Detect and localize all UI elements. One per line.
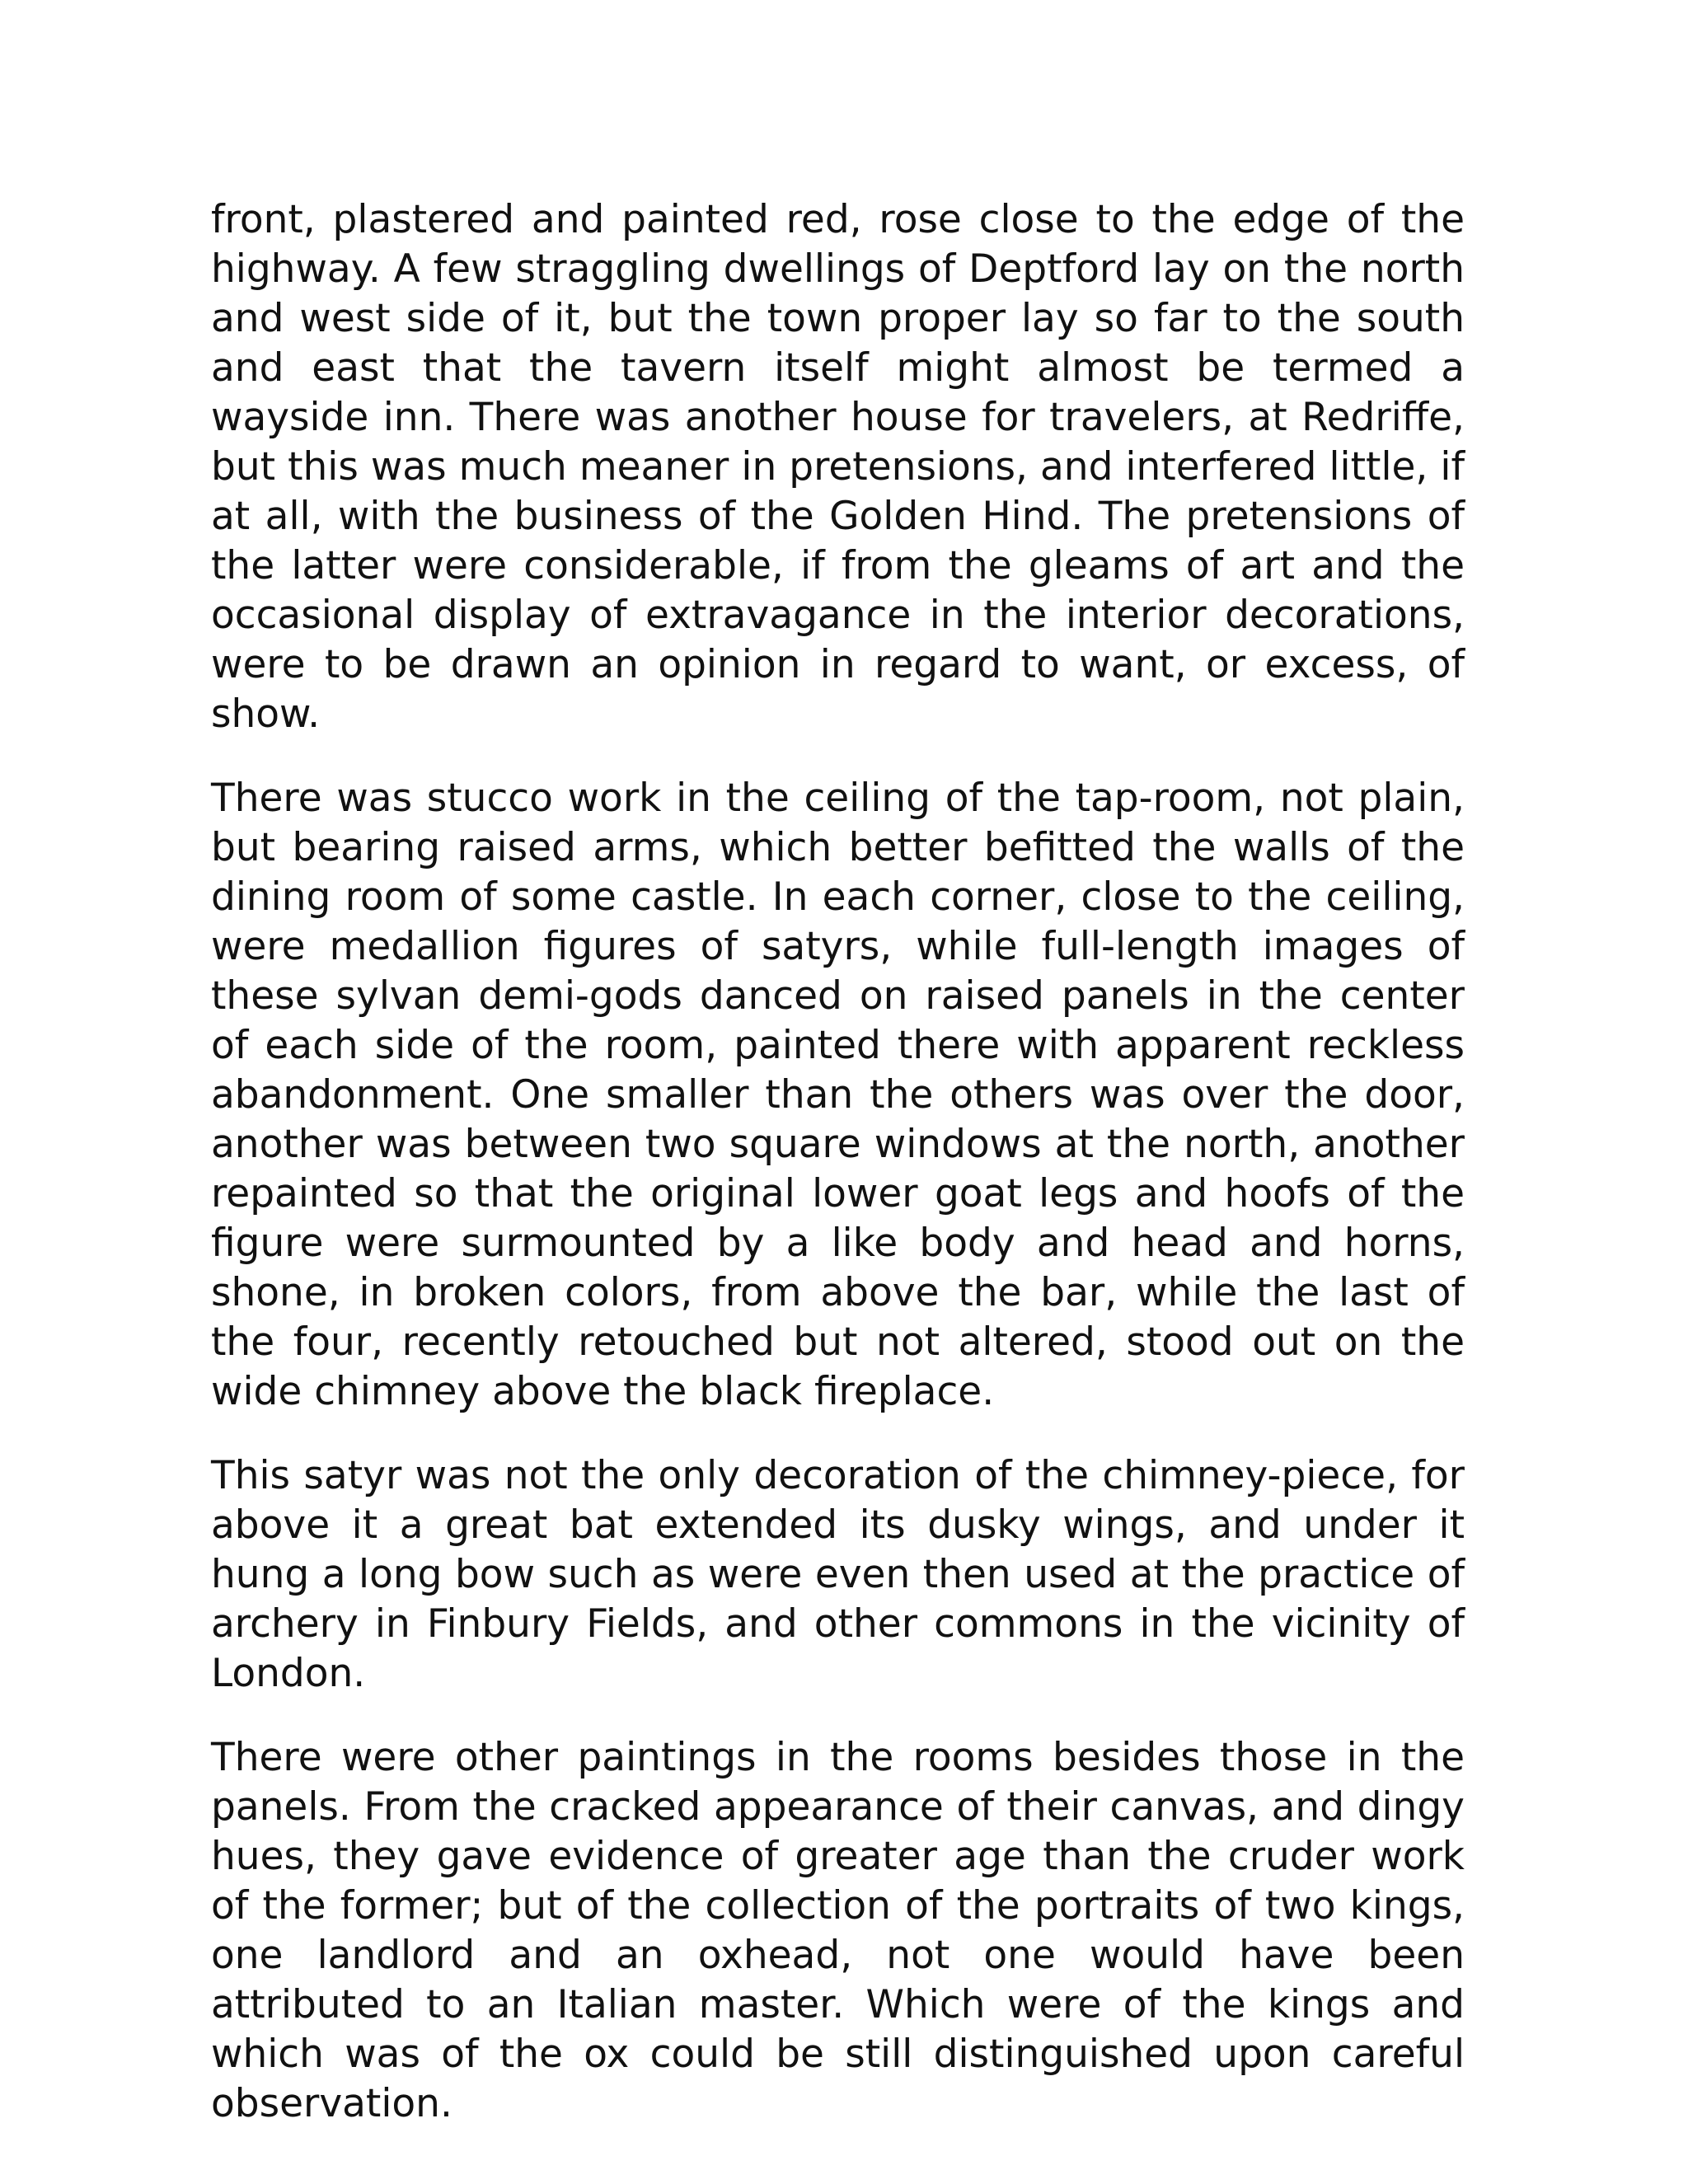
paragraph-chimney-piece: This satyr was not the only decoration of the chimney-piece, for above it a great bat extended its dusky wings, and under it hung a long bow such as were even then used at the practice of archery in Finbury Fields, and other commons in the vicinity of London.	[211, 1453, 1465, 1696]
paragraph-other-paintings: There were other paintings in the rooms besides those in the panels. From the cracked appearance of their canvas, and dingy hues, they gave evidence of greater age than the cruder work of the former; but of the collection of the portraits of two kings, one landlord and an oxhead, not one would have been attributed to an Italian master. Which were of the kings and which was of the ox could be still distinguished upon careful observation.	[211, 1735, 1465, 2126]
body-text	[211, 195, 1465, 2163]
paragraph-tap-room-decor: There was stucco work in the ceiling of the tap-room, not plain, but bearing raised arms, which better befitted the walls of the dining room of some castle. In each corner, close to the ceiling, were medallion figures of satyrs, while full-length images of these sylvan demi-gods danced on raised panels in the center of each side of the room, painted there with apparent reckless abandonment. One smaller than the others was over the door, another was between two square windows at the north, another repainted so that the original lower goat legs and hoofs of the figure were surmounted by a like body and head and horns, shone, in broken colors, from above the bar, while the last of the four, recently retouched but not altered, stood out on the wide chimney above the black fireplace.	[211, 776, 1465, 1414]
paragraph-tavern-exterior: front, plastered and painted red, rose close to the edge of the highway. A few straggling dwellings of Deptford lay on the north and west side of it, but the town proper lay so far to the south and east that the tavern itself might almost be termed a wayside inn. There was another house for travelers, at Redriffe, but this was much meaner in pretensions, and interfered little, if at all, with the business of the Golden Hind. The pretensions of the latter were considerable, if from the gleams of art and the occasional display of extravagance in the interior decorations, were to be drawn an opinion in regard to want, or excess, of show.	[211, 197, 1465, 737]
